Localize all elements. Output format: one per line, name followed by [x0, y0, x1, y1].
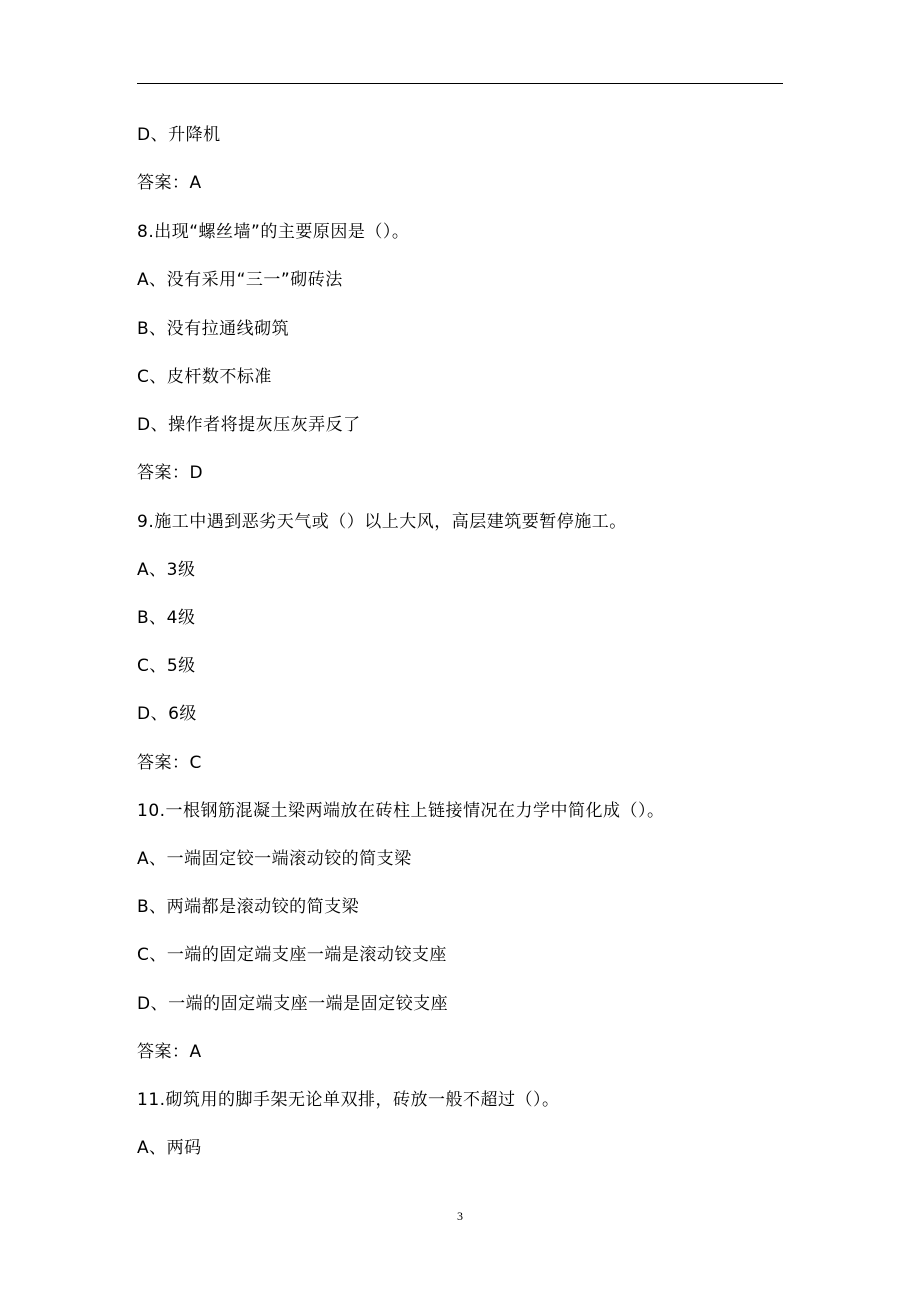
q11-option-a: A、两码 [137, 1138, 202, 1158]
q8-answer: 答案：D [137, 463, 204, 483]
q9-question: 9.施工中遇到恶劣天气或（）以上大风，高层建筑要暂停施工。 [137, 512, 627, 532]
q9-option-a: A、3级 [137, 560, 196, 580]
q9-answer: 答案：C [137, 753, 202, 773]
q8-question: 8.出现“螺丝墙”的主要原因是（）。 [137, 222, 410, 242]
q10-option-b: B、两端都是滚动铰的简支梁 [137, 897, 360, 917]
q10-question: 10.一根钢筋混凝土梁两端放在砖柱上链接情况在力学中简化成（）。 [137, 801, 665, 821]
q8-option-c: C、皮杆数不标准 [137, 367, 272, 387]
q10-option-a: A、一端固定铰一端滚动铰的简支梁 [137, 849, 412, 869]
q7-answer: 答案：A [137, 173, 202, 193]
q8-option-a: A、没有采用“三一”砌砖法 [137, 270, 343, 290]
header-rule [137, 83, 783, 84]
q10-option-d: D、一端的固定端支座一端是固定铰支座 [137, 994, 449, 1014]
q9-option-b: B、4级 [137, 608, 196, 628]
q9-option-c: C、5级 [137, 656, 196, 676]
page-number: 3 [457, 1209, 463, 1223]
q8-option-b: B、没有拉通线砌筑 [137, 319, 290, 339]
q11-question: 11.砌筑用的脚手架无论单双排，砖放一般不超过（）。 [137, 1090, 560, 1110]
q7-option-d: D、升降机 [137, 125, 221, 145]
q8-option-d: D、操作者将提灰压灰弄反了 [137, 415, 361, 435]
q10-option-c: C、一端的固定端支座一端是滚动铰支座 [137, 945, 447, 965]
q10-answer: 答案：A [137, 1042, 202, 1062]
q9-option-d: D、6级 [137, 704, 197, 724]
